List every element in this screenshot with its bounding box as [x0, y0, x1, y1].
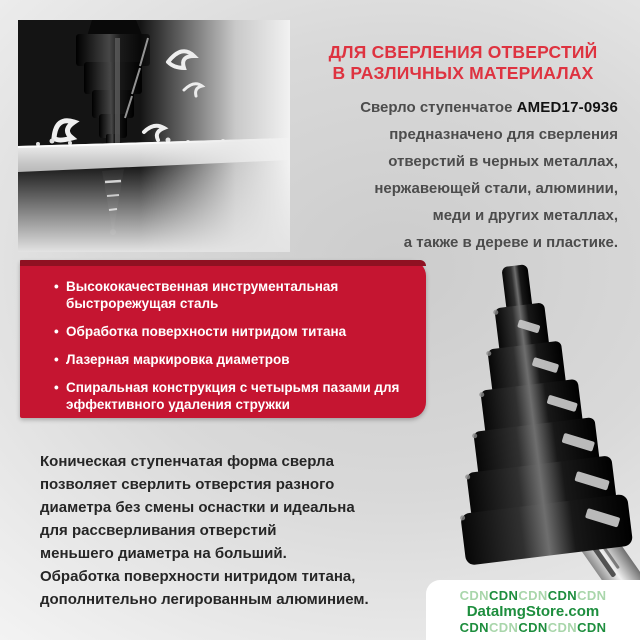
- intro-line: предназначено для сверления: [389, 126, 618, 143]
- headline-line-1: ДЛЯ СВЕРЛЕНИЯ ОТВЕРСТИЙ: [328, 42, 598, 62]
- headline-line-2: В РАЗЛИЧНЫХ МАТЕРИАЛАХ: [332, 63, 594, 83]
- intro-line: [262, 94, 618, 121]
- stepped-cone: [438, 256, 633, 566]
- feature-item: • Обработка поверхности нитридом титана: [54, 323, 400, 340]
- cdn-text: CDN: [547, 619, 578, 635]
- feature-item: • Лазерная маркировка диаметров: [54, 351, 400, 368]
- drilling-photo-illustration: [18, 20, 290, 252]
- description-line: для рассверливания отверстий: [40, 522, 277, 539]
- description-paragraph: [40, 450, 440, 611]
- step-drill-product-image: [438, 256, 640, 606]
- cdn-text: CDN: [518, 587, 548, 603]
- cdn-text: CDN: [488, 619, 519, 635]
- intro-line: нержавеющей стали, алюминии,: [374, 180, 618, 197]
- cdn-text: CDN: [577, 587, 607, 603]
- cdn-text: CDN: [459, 587, 489, 603]
- description-line: диаметра без смены оснастки и идеальна: [40, 499, 355, 516]
- description-line: дополнительно легированным алюминием.: [40, 591, 369, 608]
- description-line: меньшего диаметра на больший.: [40, 545, 287, 562]
- drilling-photo: [18, 20, 290, 252]
- cdn-text: CDN: [488, 587, 519, 603]
- intro-line: а также в дереве и пластике.: [403, 234, 618, 251]
- watermark-box: [426, 580, 640, 640]
- watermark-cdn-row-top: [460, 588, 607, 603]
- intro-line: меди и других металлах,: [432, 207, 618, 224]
- headline: [302, 42, 624, 84]
- step-drill-illustration: [438, 256, 640, 606]
- cdn-text: CDN: [459, 619, 489, 635]
- watermark-site: DataImgStore.com: [466, 602, 600, 620]
- description-line: Коническая ступенчатая форма сверла: [40, 453, 334, 470]
- product-model: AMED17-0936: [516, 99, 618, 116]
- intro-paragraph: [262, 94, 618, 256]
- watermark-cdn-row-bottom: [460, 620, 607, 635]
- intro-prefix: Сверло ступенчатое: [360, 99, 517, 116]
- description-line: позволяет сверлить отверстия разного: [40, 476, 335, 493]
- cdn-text: CDN: [577, 619, 607, 635]
- cdn-text: CDN: [518, 619, 548, 635]
- cdn-text: CDN: [547, 587, 578, 603]
- intro-line: отверстий в черных металлах,: [388, 153, 618, 170]
- features-list: [20, 260, 426, 413]
- feature-item: • Высококачественная инструментальная быстрорежущая сталь: [54, 278, 400, 312]
- feature-item: • Спиральная конструкция с четырьмя пазами для эффективного удаления стружки: [54, 379, 400, 413]
- features-banner: [20, 260, 426, 418]
- description-line: Обработка поверхности нитридом титана,: [40, 568, 356, 585]
